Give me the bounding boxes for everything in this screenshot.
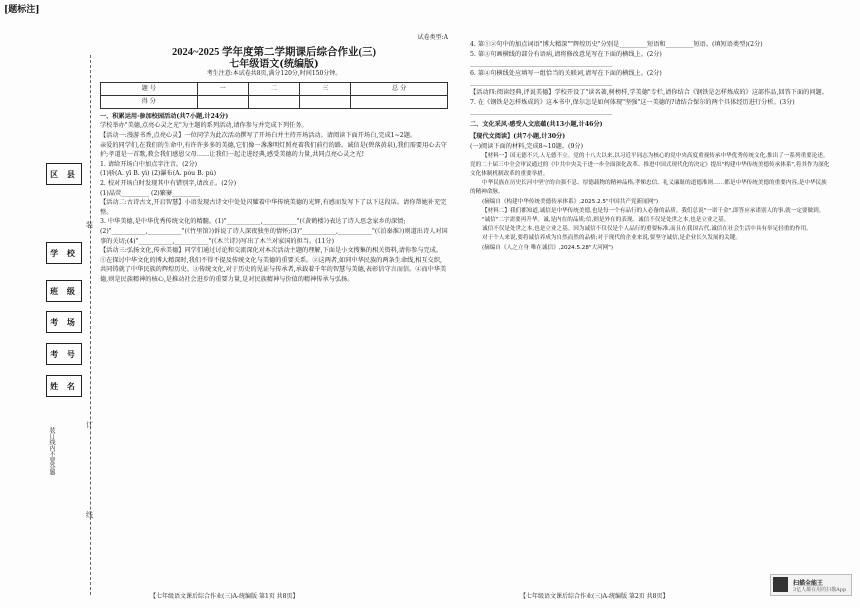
- question-line: 学校举办"美德,点亮心灵之光"为主题的系列活动,请你参与并完成下列任务。: [100, 122, 308, 130]
- question-line: 6. 第④句横线处应填写一组恰当的关联词,请写在下面的横线上。(2分): [470, 69, 662, 77]
- score-input-cell[interactable]: [248, 95, 299, 108]
- scanner-name: 扫描全能王: [793, 580, 824, 587]
- passage-paragraph: "诚信"二字需要再升华。诚,是内在的品质;信,则是外在的表现。诚信不仅是处世之本,也是立业之基。: [482, 216, 730, 223]
- question-line: 4. 第①②句中的加点词语"博大精深""辉煌历史"分别是_________短语和_________短语。(填短语类型)(2分): [470, 41, 763, 48]
- binding-mark: 线: [86, 511, 93, 519]
- left-column: [100, 34, 448, 284]
- passage-paragraph: (摘编自《构建中华传统美德传承体系》,2025.2.5"中国共产党新闻网"): [482, 198, 659, 205]
- passage-paragraph: 中华民族在历史长河中坚守的自强不息、厚德载物的精神品格,孝悌忠信、礼义廉耻的道德准则……都是中华传统美德的重要内容,是中华民族的精神命脉。: [470, 180, 827, 196]
- score-header-cell: 三: [300, 82, 351, 95]
- question-line: 7. 在《钢铁是怎样炼成的》这本书中,保尔怎是如何体现"坚强"这一美德的?请结合保尔的两个具体经历进行分析。(3分): [470, 98, 795, 106]
- binding-field-label: 考 号: [50, 349, 78, 359]
- binding-note: 装订线内不要答题: [48, 427, 55, 475]
- score-header-cell: 题 号: [101, 82, 198, 95]
- binding-field-box[interactable]: [46, 163, 82, 185]
- page-footer-left: 【七年级语文课后综合作业(三)A-统编版 第1页 共8页】: [150, 593, 299, 600]
- question-line: 3. 中华美德,是中华优秀传统文化的精髓。(1)"___________,___________"(《黄鹤楼》)表达了诗人思念家乡的深情;(2)"___________,___________"(《竹里馆》)诉说了诗人深夜独坐的情怀;(3)"___________,___________"(《泊秦淮》)则道出诗人对国事的关切;(4)"___________,___________"(《木兰诗》)写出了木兰对家国的担当。(11分): [100, 218, 448, 245]
- question-line: 1. 请给开场白中加点字注音。(2分): [100, 160, 198, 168]
- corner-label: [题标注]: [4, 5, 40, 15]
- question-line: (1)晶荧_________ (2)繁窭_________: [100, 189, 200, 197]
- score-header-cell: 二: [248, 82, 299, 95]
- question-line: ______________________________________________: [470, 60, 613, 68]
- right-column: [470, 40, 830, 253]
- scanner-watermark: [770, 574, 852, 596]
- question-line: 2. 校对开场白时发现其中有错别字,请改正。(2分): [100, 179, 237, 187]
- page-footer-right: 【七年级语文课后综合作业(三)A-统编版 第2页 共8页】: [520, 593, 669, 600]
- question-line: 亲爱的同学们,在我们的生命中,有许许多多的美德,它们像一盏盏明灯照亮着我们前行的路。诚信是(碧落黄泉),我们需要用心去守护;孝道是一首歌,教会我们感恩父母……让我们一起走进经典,感受美德的力量,共同点亮心灵之光!: [100, 141, 447, 159]
- binding-field-label: 区 县: [50, 169, 78, 179]
- right-questions: [470, 40, 830, 152]
- binding-field-box[interactable]: [46, 242, 82, 264]
- passage-paragraph: 【材料一】国无德不兴,人无德不立。党的十八大以来,以习近平同志为核心的党中央高度重视传承中华优秀传统文化,推出了一系列重要论述。党的二十届三中全会审议通过的《中共中央关于进一步全面深化改革、推进中国式现代化的决定》提出"构建中华传统美德传承体系",将其作为深化文化体制机制改革的重要举措。: [470, 152, 830, 177]
- passage-paragraph: (摘编自《人之立身 唯在诚信》,2024.5.28"大河网"): [482, 244, 614, 251]
- question-line: ______________________________________________: [470, 79, 613, 87]
- question-line: (一)阅读下面的材料,完成8~10题。(9分): [470, 142, 583, 150]
- question-line: (1)骄(A. yī B. yì) (2)瀑布(A. pòu B. pù): [100, 170, 216, 178]
- qr-code-icon: [773, 577, 788, 592]
- binding-field-box[interactable]: [46, 280, 82, 302]
- paper-type: 试卷类型:A: [417, 34, 448, 41]
- question-line: 【活动二:古诗古文,开启智慧】小语发现古诗文中处处闪耀着中华传统美德的光辉,有感而发写下了以下这段话。请你帮她补充完整。: [100, 199, 447, 216]
- scanner-subtitle: 3亿人都在用的扫描App: [793, 587, 847, 593]
- score-header-cell: 一: [197, 82, 248, 95]
- binding-mark: 订: [86, 421, 93, 429]
- binding-strip: [40, 55, 91, 595]
- score-label-cell: 得 分: [101, 95, 198, 108]
- binding-mark: 装: [86, 221, 93, 229]
- question-line: 【活动四:阅读经典,评说美德】学校开设了"读名著,树榜样,学美德"专栏,请你结合《钢铁是怎样炼成的》这部作品,回答下面的问题。: [470, 88, 828, 96]
- question-line: ______________________________________________: [470, 108, 613, 116]
- binding-field-label: 姓 名: [50, 381, 78, 391]
- binding-field-box[interactable]: [46, 375, 82, 397]
- score-input-cell[interactable]: [300, 95, 351, 108]
- question-line: 二、文化采风·感受人文底蕴(共13小题,计46分): [470, 120, 603, 128]
- score-input-cell[interactable]: [197, 95, 248, 108]
- passage-paragraph: 对于个人来说,要将诚信养成为自然而然的品格;对于现代的企业来说,要坚守诚信,是企业长久发展的关键。: [482, 235, 741, 242]
- passage-paragraph: 诚信不仅是处世之本,也是立业之基。因为诚信不仅仅是个人品行的重要标准,而且在我国古代,诚信在社会生活中具有举足轻重的作用。: [482, 226, 812, 233]
- question-line: 【活动三:弘扬文化,传承美德】同学们通过讨论和交流深化对本次活动主题的理解,下面是小文搜集的相关资料,请你参与完成。: [100, 247, 443, 255]
- binding-field-label: 班 级: [50, 286, 78, 296]
- binding-field-label: 考 场: [50, 317, 78, 327]
- score-header-cell: 总 分: [351, 82, 448, 95]
- question-line: 【活动一:漫游书香,点亮心灵】一位同学为此次活动撰写了开场白并主持开场活动。请阅读下面开场白,完成1~2题。: [100, 131, 417, 139]
- binding-field-label: 学 校: [50, 248, 78, 258]
- score-table: [100, 82, 448, 109]
- question-line: 5. 第③句画横线的部分有语病,请将修改意见写在下面的横线上。(2分): [470, 50, 662, 58]
- binding-field-box[interactable]: [46, 343, 82, 365]
- left-questions: [100, 112, 448, 285]
- question-line: 【现代文阅读】(共7小题,计30分): [470, 133, 566, 141]
- score-input-cell[interactable]: [351, 95, 448, 108]
- exam-title: 2024~2025 学年度第二学期课后综合作业(三): [171, 47, 377, 58]
- binding-field-box[interactable]: [46, 311, 82, 333]
- question-line: 一、积累运用·参加校园活动(共7小题,计24分): [100, 112, 229, 120]
- question-line: ①在探讨中华文化的博大精深时,我们不得不提及传统文化与美德的重要关系。②这两者,如同中华民族的两条生命线,相互交织,共同铸就了中华民族的辉煌历史。③传统文化,对于历史的见证与传承者,承载着千年的智慧与美德,表彰信守言而信。④而中华美德,则是民族精神的核心,是推动社会进步的重要力量,是对民族精神与价值的精神传承与弘扬。: [100, 256, 447, 283]
- passage-paragraph: 【材料二】我们都知道,诚信是中华传统美德,也是每一个有品行的人必备的品质。我们总说"一诺千金",即答应承诺别人的事,就一定要做到。: [482, 207, 825, 214]
- exam-notice: 考生注意:本试卷共8页,满分120分,时间150分钟。: [206, 70, 342, 78]
- reading-passage: [470, 152, 830, 253]
- exam-subtitle: 七年级语文(统编版): [229, 58, 319, 70]
